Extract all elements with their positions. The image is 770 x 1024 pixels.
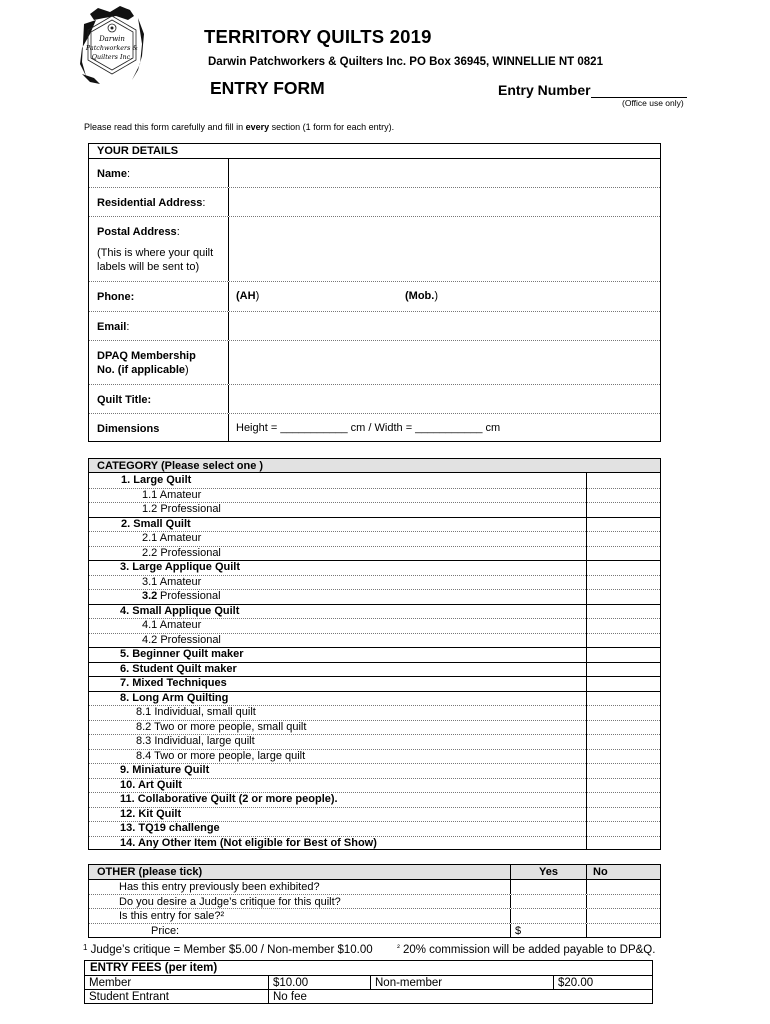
exhibited-no-box[interactable] (586, 880, 660, 894)
category-label: 1.2 Professional (142, 503, 221, 515)
category-label: 2.1 Amateur (142, 532, 202, 544)
category-label: 11. Collaborative Quilt (2 or more people). (120, 793, 338, 805)
footnote-1-mark: 1 (83, 943, 88, 952)
footnote-1: Judge’s critique = Member $5.00 / Non-member $10.00 (87, 944, 373, 956)
fee-student-value: No fee (268, 990, 370, 1004)
category-row (89, 691, 660, 706)
category-label: 4.1 Amateur (142, 619, 202, 631)
category-tick-box[interactable] (586, 821, 660, 836)
dimensions-label: Dimensions (89, 414, 229, 442)
category-tick-box[interactable] (586, 502, 660, 517)
category-label: 1. Large Quilt (121, 474, 192, 486)
category-label: 12. Kit Quilt (120, 807, 182, 820)
details-row-postal (89, 217, 660, 282)
page-title: TERRITORY QUILTS 2019 (204, 26, 432, 47)
category-row (89, 560, 660, 575)
critique-no-box[interactable] (586, 895, 660, 909)
category-label: 8.4 Two or more people, large quilt (136, 749, 306, 762)
fee-member-label: Member (89, 977, 132, 989)
entry-number-field[interactable] (591, 84, 687, 98)
other-header-row (89, 865, 660, 880)
category-label: 2.2 Professional (142, 546, 221, 559)
sale-yes-box[interactable] (510, 909, 586, 923)
category-tick-box[interactable] (586, 720, 660, 735)
dimensions-field[interactable] (230, 414, 660, 442)
category-tick-box[interactable] (586, 792, 660, 807)
quilt-title-label: Quilt Title: (89, 385, 229, 413)
category-heading: CATEGORY (Please select one ) (89, 459, 660, 473)
details-row-membership (89, 341, 660, 385)
footnote-2: 20% commission will be added payable to DP&Q. (399, 944, 656, 956)
footnotes (83, 943, 655, 956)
category-row (89, 546, 660, 561)
email-field[interactable] (230, 312, 660, 340)
category-row (89, 604, 660, 619)
category-row (89, 488, 660, 503)
entry-number (498, 82, 687, 98)
category-tick-box[interactable] (586, 560, 660, 575)
category-label: 3.1 Amateur (142, 575, 202, 588)
fees-row-student (85, 990, 652, 1004)
name-label: Name: (89, 159, 229, 187)
sale-no-box[interactable] (586, 909, 660, 923)
category-tick-box[interactable] (586, 633, 660, 648)
category-row (89, 836, 660, 851)
price-field[interactable] (510, 924, 586, 939)
fee-student-label: Student Entrant (89, 991, 169, 1003)
category-tick-box[interactable] (586, 604, 660, 619)
category-label: 8.2 Two or more people, small quilt (136, 720, 307, 733)
details-row-name (89, 159, 660, 188)
category-row (89, 792, 660, 807)
category-row (89, 734, 660, 749)
category-tick-box[interactable] (586, 575, 660, 590)
category-tick-box[interactable] (586, 662, 660, 677)
quilt-title-field[interactable] (230, 385, 660, 413)
category-tick-box[interactable] (586, 618, 660, 633)
category-label: 8.3 Individual, large quilt (136, 735, 255, 747)
no-column-heading: No (593, 866, 608, 878)
name-field[interactable] (230, 159, 660, 187)
phone-label: Phone: (89, 282, 229, 311)
category-tick-box[interactable] (586, 691, 660, 706)
category-row (89, 647, 660, 662)
category-row (89, 749, 660, 764)
fee-nonmember-label: Non-member (370, 976, 553, 989)
organisation-address: Darwin Patchworkers & Quilters Inc. PO Box 36945, WINNELLIE NT 0821 (208, 56, 603, 68)
category-row (89, 517, 660, 532)
email-label: Email: (89, 312, 229, 340)
category-label: 5. Beginner Quilt maker (120, 648, 244, 660)
category-tick-box[interactable] (586, 749, 660, 764)
form-title: ENTRY FORM (210, 78, 325, 98)
other-table (88, 864, 661, 938)
category-tick-box[interactable] (586, 763, 660, 778)
logo-line-2: Patchworkers & (85, 44, 139, 52)
dpaq-logo (76, 4, 148, 86)
logo-line-3: Quilters Inc. (91, 53, 133, 61)
category-label: 4.2 Professional (142, 633, 221, 646)
category-label: 1.1 Amateur (142, 488, 202, 501)
yes-column-heading: Yes (539, 866, 558, 878)
category-tick-box[interactable] (586, 647, 660, 662)
category-tick-box[interactable] (586, 488, 660, 503)
membership-field[interactable] (230, 341, 660, 384)
category-row (89, 807, 660, 822)
other-row-price (89, 924, 660, 939)
price-currency: $ (515, 924, 522, 937)
exhibited-yes-box[interactable] (510, 880, 586, 894)
other-row-critique (89, 895, 660, 910)
question-sale: Is this entry for sale?² (119, 910, 225, 922)
category-row (89, 575, 660, 590)
critique-yes-box[interactable] (510, 895, 586, 909)
fees-row-member (85, 976, 652, 990)
postal-label: Postal Address: (This is where your quilt labels will be sent to) (89, 217, 229, 281)
details-row-email (89, 312, 660, 341)
category-label: 2. Small Quilt (121, 517, 191, 530)
category-row (89, 473, 660, 488)
category-tick-box[interactable] (586, 836, 660, 851)
category-table (88, 458, 661, 850)
category-tick-box[interactable] (586, 734, 660, 749)
category-row (89, 633, 660, 648)
logo-line-1: Darwin (99, 35, 125, 43)
other-row-exhibited (89, 880, 660, 895)
category-label: 8.1 Individual, small quilt (136, 706, 256, 718)
category-label: 6. Student Quilt maker (120, 662, 237, 675)
category-row (89, 676, 660, 691)
category-tick-box[interactable] (586, 676, 660, 691)
dimensions-text: Height = ___________ cm / Width = ___________ cm (236, 422, 501, 434)
residential-field[interactable] (230, 188, 660, 216)
details-row-dimensions (89, 414, 660, 442)
membership-label: DPAQ Membership No. (if applicable) (89, 341, 229, 384)
category-row (89, 618, 660, 633)
category-tick-box[interactable] (586, 473, 660, 488)
category-tick-box[interactable] (586, 705, 660, 720)
footnote-2-mark: ² (397, 943, 400, 952)
postal-field[interactable] (230, 217, 660, 281)
phone-field[interactable] (230, 282, 660, 311)
category-row (89, 502, 660, 517)
category-tick-box[interactable] (586, 589, 660, 604)
residential-label: Residential Address: (89, 188, 229, 216)
category-row (89, 705, 660, 720)
office-use-note: (Office use only) (622, 98, 684, 108)
price-label: Price: (151, 924, 180, 937)
category-row (89, 778, 660, 793)
category-tick-box[interactable] (586, 517, 660, 532)
category-label: 8. Long Arm Quilting (120, 691, 229, 704)
entry-fees-table (84, 960, 653, 1004)
category-row (89, 720, 660, 735)
question-exhibited: Has this entry previously been exhibited? (119, 881, 320, 893)
other-heading: OTHER (please tick) (97, 866, 203, 878)
other-row-sale (89, 909, 660, 924)
your-details-heading: YOUR DETAILS (89, 144, 660, 159)
category-tick-box[interactable] (586, 531, 660, 546)
category-label-suffix: Professional (160, 590, 221, 602)
instructions: Please read this form carefully and fill in every section (1 form for each entry). (84, 122, 395, 132)
category-tick-box[interactable] (586, 778, 660, 793)
category-label: 3.2 (142, 590, 158, 602)
fee-nonmember-value: $20.00 (553, 976, 652, 989)
details-row-residential (89, 188, 660, 217)
details-row-phone (89, 282, 660, 312)
phone-ah-label: (AH) (236, 290, 260, 302)
category-label: 3. Large Applique Quilt (120, 561, 240, 573)
your-details-table (88, 143, 661, 442)
category-label: 13. TQ19 challenge (120, 822, 220, 834)
category-row (89, 821, 660, 836)
phone-mob-label: (Mob.) (405, 290, 438, 302)
category-tick-box[interactable] (586, 546, 660, 561)
category-label: 10. Art Quilt (120, 778, 182, 791)
entry-fees-heading: ENTRY FEES (per item) (85, 961, 652, 976)
entry-number-label: Entry Number (498, 82, 591, 98)
category-label: 14. Any Other Item (Not eligible for Best of Show) (120, 836, 377, 849)
question-critique: Do you desire a Judge’s critique for this quilt? (119, 895, 341, 908)
category-row (89, 662, 660, 677)
category-label: 4. Small Applique Quilt (120, 604, 240, 617)
postal-note: (This is where your quilt labels will be sent to) (97, 247, 214, 273)
category-row (89, 531, 660, 546)
fee-member-value: $10.00 (268, 976, 370, 989)
details-row-quilt-title (89, 385, 660, 414)
category-row (89, 589, 660, 604)
category-row (89, 763, 660, 778)
category-label: 9. Miniature Quilt (120, 764, 210, 776)
category-tick-box[interactable] (586, 807, 660, 822)
category-label: 7. Mixed Techniques (120, 677, 227, 689)
